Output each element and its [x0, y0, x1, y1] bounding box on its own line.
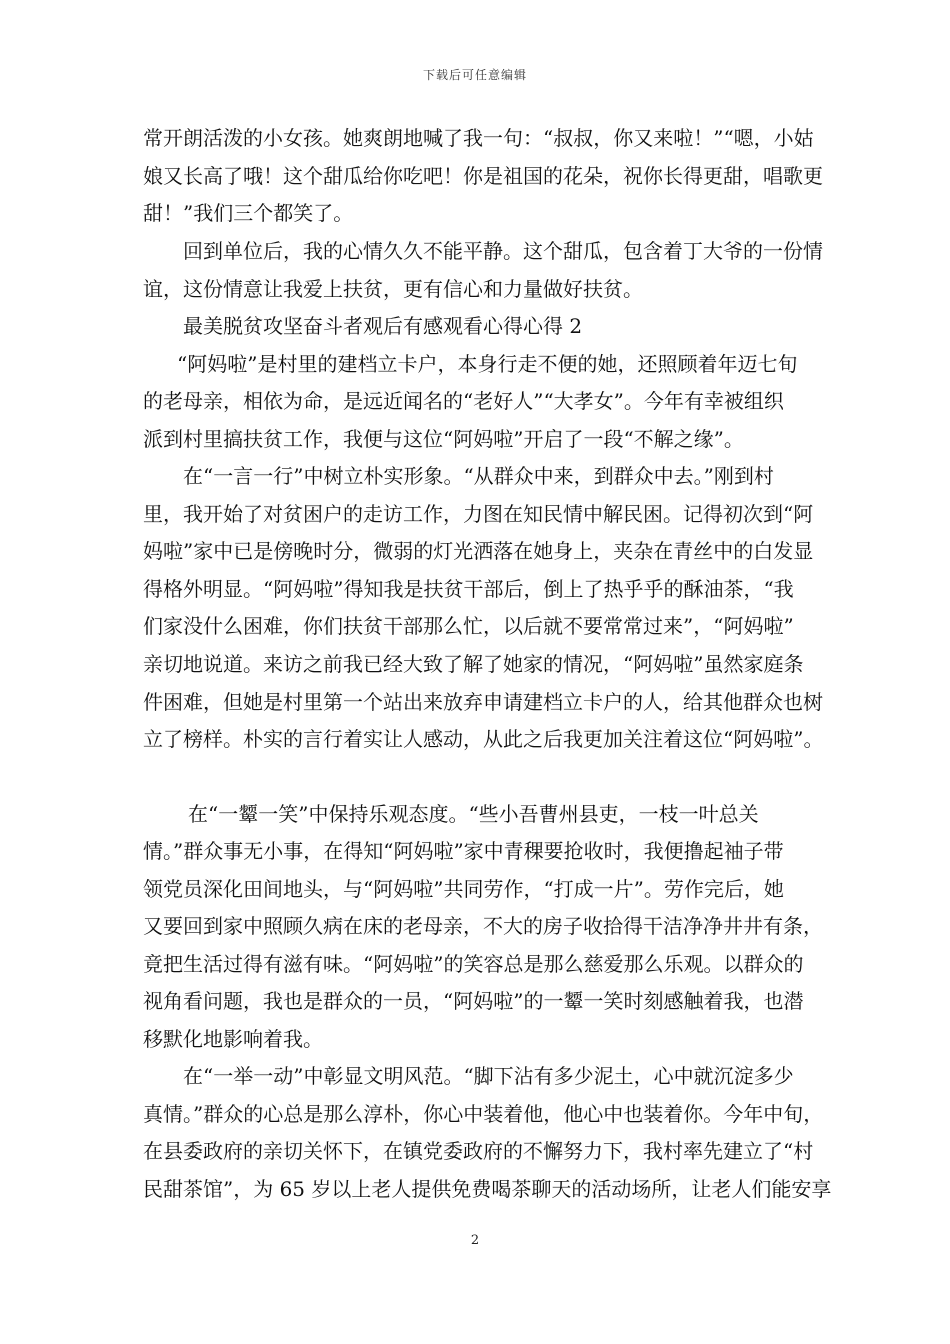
- text-line: 在“一举一动”中彰显文明风范。“脚下沾有多少泥土，心中就沉淀多少: [183, 1064, 794, 1088]
- page-header: 下载后可任意编辑: [422, 68, 527, 82]
- text-line: 派到村里搞扶贫工作，我便与这位“阿妈啦”开启了一段“不解之缘”。: [143, 427, 744, 451]
- text-line: 又要回到家中照顾久病在床的老母亲，不大的房子收拾得干洁净净井井有条，: [143, 914, 823, 938]
- text-line: 视角看问题，我也是群众的一员，“阿妈啦”的一颦一笑时刻感触着我，也潜: [143, 989, 804, 1013]
- text-line: 真情。”群众的心总是那么淳朴，你心中装着他，他心中也装着你。今年中旬，: [143, 1102, 824, 1126]
- text-line: 得格外明显。“阿妈啦”得知我是扶贫干部后，倒上了热乎乎的酥油茶，“我: [143, 577, 794, 601]
- text-line: 情。”群众事无小事，在得知“阿妈啦”家中青稞要抢收时，我便撸起袖子带: [143, 839, 784, 863]
- text-line: 里，我开始了对贫困户的走访工作，力图在知民情中解民困。记得初次到“阿: [143, 502, 814, 526]
- text-line: 竟把生活过得有滋有味。“阿妈啦”的笑容总是那么慈爱那么乐观。以群众的: [143, 952, 804, 976]
- text-line: 立了榜样。朴实的言行着实让人感动，从此之后我更加关注着这位“阿妈啦”。: [143, 727, 824, 751]
- text-line: 的老母亲，相依为命，是远近闻名的“老好人”“大孝女”。今年有幸被组织: [143, 389, 784, 413]
- section-heading: 最美脱贫攻坚奋斗者观后有感观看心得心得 2: [183, 314, 583, 338]
- text-line: 常开朗活泼的小女孩。她爽朗地喊了我一句：“叔叔，你又来啦！”“嗯，小姑: [143, 126, 814, 150]
- text-line: 谊，这份情意让我爱上扶贫，更有信心和力量做好扶贫。: [143, 277, 643, 301]
- text-line: 甜！”我们三个都笑了。: [143, 201, 354, 225]
- text-line: “阿妈啦”是村里的建档立卡户，本身行走不便的她，还照顾着年迈七旬: [177, 352, 798, 376]
- text-line: 回到单位后，我的心情久久不能平静。这个甜瓜，包含着丁大爷的一份情: [183, 239, 823, 263]
- text-line: 在“一颦一笑”中保持乐观态度。“些小吾曹州县吏，一枝一叶总关: [188, 802, 759, 826]
- text-line: 领党员深化田间地头，与“阿妈啦”共同劳作，“打成一片”。劳作完后，她: [143, 877, 784, 901]
- text-line: 在县委政府的亲切关怀下，在镇党委政府的不懈努力下，我村率先建立了“村: [143, 1139, 814, 1163]
- text-line: 民甜茶馆”，为 65 岁以上老人提供免费喝茶聊天的活动场所，让老人们能安享: [143, 1177, 832, 1201]
- text-line: 亲切地说道。来访之前我已经大致了解了她家的情况，“阿妈啦”虽然家庭条: [143, 652, 804, 676]
- text-line: 件困难，但她是村里第一个站出来放弃申请建档立卡户的人，给其他群众也树: [143, 690, 823, 714]
- page-number: 2: [470, 1233, 480, 1248]
- text-line: 在“一言一行”中树立朴实形象。“从群众中来，到群众中去。”刚到村: [183, 464, 774, 488]
- text-line: 们家没什么困难，你们扶贫干部那么忙，以后就不要常常过来”，“阿妈啦”: [143, 614, 794, 638]
- text-line: 移默化地影响着我。: [143, 1027, 323, 1051]
- text-line: 娘又长高了哦！这个甜瓜给你吃吧！你是祖国的花朵，祝你长得更甜，唱歌更: [143, 164, 823, 188]
- text-line: 妈啦”家中已是傍晚时分，微弱的灯光洒落在她身上，夹杂在青丝中的白发显: [143, 539, 814, 563]
